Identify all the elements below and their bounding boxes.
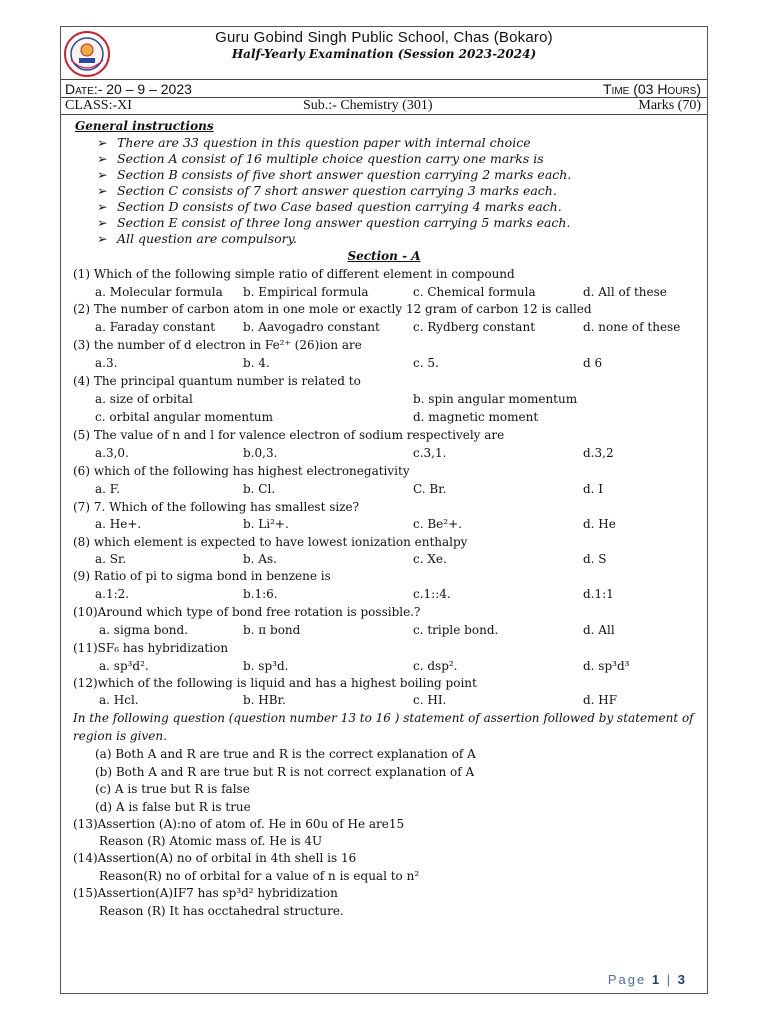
marks-label: Marks (70)	[638, 98, 701, 113]
option: b. sp³d.	[243, 659, 289, 673]
question-7: (7) 7. Which of the following has smallest size?	[73, 500, 360, 514]
section-a-title: Section - A	[347, 249, 421, 263]
option: b. π bond	[243, 623, 301, 637]
exam-title: Half-Yearly Examination (Session 2023-2024)	[231, 47, 537, 61]
option: d. sp³d³	[583, 659, 630, 673]
question-3: (3) the number of d electron in Fe²⁺ (26)ion are	[73, 338, 362, 352]
assertion-intro: In the following question (question number 13 to 16 ) statement of assertion followed by statement of	[73, 711, 694, 725]
question-13: (13)Assertion (A):no of atom of. He in 60u of He are15	[73, 817, 405, 831]
option: d. All of these	[583, 285, 667, 299]
option: a. Hcl.	[99, 693, 139, 707]
arrow-bullet-icon: ➢	[97, 183, 108, 198]
question-5: (5) The value of n and l for valence electron of sodium respectively are	[73, 428, 505, 442]
option: d. He	[583, 517, 616, 531]
option: b. spin angular momentum	[413, 392, 578, 406]
option: a. He+.	[95, 517, 142, 531]
date-row	[61, 81, 707, 98]
option: d 6	[583, 356, 603, 370]
option: c. 5.	[413, 356, 439, 370]
option: b. 4.	[243, 356, 270, 370]
instruction-item: ➢ Section C consists of 7 short answer question carrying 3 marks each.	[97, 183, 557, 198]
option: d.1:1	[583, 587, 614, 601]
option: c. Be²+.	[413, 517, 462, 531]
option: a. Faraday constant	[95, 320, 216, 334]
instruction-item: ➢ Section E consist of three long answer question carrying 5 marks each.	[97, 215, 571, 230]
exam-date: Date:- 20 – 9 – 2023	[65, 81, 192, 97]
class-label: CLASS:-XI	[65, 98, 132, 113]
option: b. HBr.	[243, 693, 286, 707]
question-10: (10)Around which type of bond free rotation is possible.?	[73, 605, 421, 619]
assertion-intro: region is given.	[73, 729, 167, 743]
assertion-key: (a) Both A and R are true and R is the correct explanation of A	[95, 747, 476, 761]
option: c. orbital angular momentum	[95, 410, 274, 424]
option: C. Br.	[413, 482, 447, 496]
option: a. sigma bond.	[99, 623, 188, 637]
exam-page	[60, 26, 708, 994]
option: a. Sr.	[95, 552, 127, 566]
option: b. As.	[243, 552, 277, 566]
divider	[61, 114, 707, 115]
option: c. HI.	[413, 693, 447, 707]
assertion-key: (b) Both A and R are true but R is not correct explanation of A	[95, 765, 475, 779]
school-name: Guru Gobind Singh Public School, Chas (Bokaro)	[215, 29, 553, 46]
instructions-title: General instructions	[75, 119, 214, 133]
option: d. magnetic moment	[413, 410, 539, 424]
assertion-key: (d) A is false but R is true	[95, 800, 251, 814]
page-number: Page 1 | 3	[607, 972, 687, 987]
instruction-item: ➢ Section A consist of 16 multiple choice question carry one marks is	[97, 151, 544, 166]
option: c. dsp².	[413, 659, 458, 673]
option: b. Aavogadro constant	[243, 320, 380, 334]
instruction-item: ➢ Section D consists of two Case based question carrying 4 marks each.	[97, 199, 562, 214]
option: b.0,3.	[243, 446, 278, 460]
question-12: (12)which of the following is liquid and has a highest boiling point	[73, 676, 477, 690]
option: d. All	[583, 623, 615, 637]
class-row	[61, 98, 707, 115]
arrow-bullet-icon: ➢	[97, 231, 108, 246]
reason: Reason (R) It has occtahedral structure.	[99, 904, 344, 918]
question-14: (14)Assertion(A) no of orbital in 4th shell is 16	[73, 851, 357, 865]
option: c. Rydberg constant	[413, 320, 536, 334]
option: b. Empirical formula	[243, 285, 369, 299]
arrow-bullet-icon: ➢	[97, 215, 108, 230]
option: d. S	[583, 552, 607, 566]
option: a. size of orbital	[95, 392, 193, 406]
option: a. sp³d².	[99, 659, 149, 673]
option: c.1::4.	[413, 587, 451, 601]
option: c. Xe.	[413, 552, 447, 566]
option: b. Cl.	[243, 482, 276, 496]
divider	[61, 79, 707, 80]
question-9: (9) Ratio of pi to sigma bond in benzene is	[73, 569, 331, 583]
instruction-item: ➢ There are 33 question in this question paper with internal choice	[97, 135, 531, 150]
arrow-bullet-icon: ➢	[97, 135, 108, 150]
arrow-bullet-icon: ➢	[97, 167, 108, 182]
question-11: (11)SF₆ has hybridization	[73, 641, 229, 655]
question-15: (15)Assertion(A)IF7 has sp³d² hybridization	[73, 886, 338, 900]
assertion-key: (c) A is true but R is false	[95, 782, 250, 796]
subject-label: Sub.:- Chemistry (301)	[303, 98, 433, 113]
reason: Reason (R) Atomic mass of. He is 4U	[99, 834, 323, 848]
option: a. F.	[95, 482, 121, 496]
option: a.3,0.	[95, 446, 129, 460]
exam-time: Time (03 Hours)	[602, 81, 701, 97]
option: b.1:6.	[243, 587, 278, 601]
question-8: (8) which element is expected to have lowest ionization enthalpy	[73, 535, 468, 549]
option: d.3,2	[583, 446, 614, 460]
option: a.3.	[95, 356, 118, 370]
question-6: (6) which of the following has highest electronegativity	[73, 464, 410, 478]
question-2: (2) The number of carbon atom in one mole or exactly 12 gram of carbon 12 is called	[73, 302, 592, 316]
question-1: (1) Which of the following simple ratio of different element in compound	[73, 267, 515, 281]
option: b. Li²+.	[243, 517, 289, 531]
option: c. Chemical formula	[413, 285, 536, 299]
reason: Reason(R) no of orbital for a value of n is equal to n²	[99, 869, 420, 883]
option: c.3,1.	[413, 446, 447, 460]
option: d. none of these	[583, 320, 681, 334]
option: c. triple bond.	[413, 623, 499, 637]
option: a.1:2.	[95, 587, 130, 601]
option: a. Molecular formula	[95, 285, 223, 299]
instruction-item: ➢ Section B consists of five short answer question carrying 2 marks each.	[97, 167, 572, 182]
arrow-bullet-icon: ➢	[97, 199, 108, 214]
question-4: (4) The principal quantum number is related to	[73, 374, 361, 388]
option: d. I	[583, 482, 604, 496]
option: d. HF	[583, 693, 618, 707]
instruction-item: ➢ All question are compulsory.	[97, 231, 297, 246]
arrow-bullet-icon: ➢	[97, 151, 108, 166]
